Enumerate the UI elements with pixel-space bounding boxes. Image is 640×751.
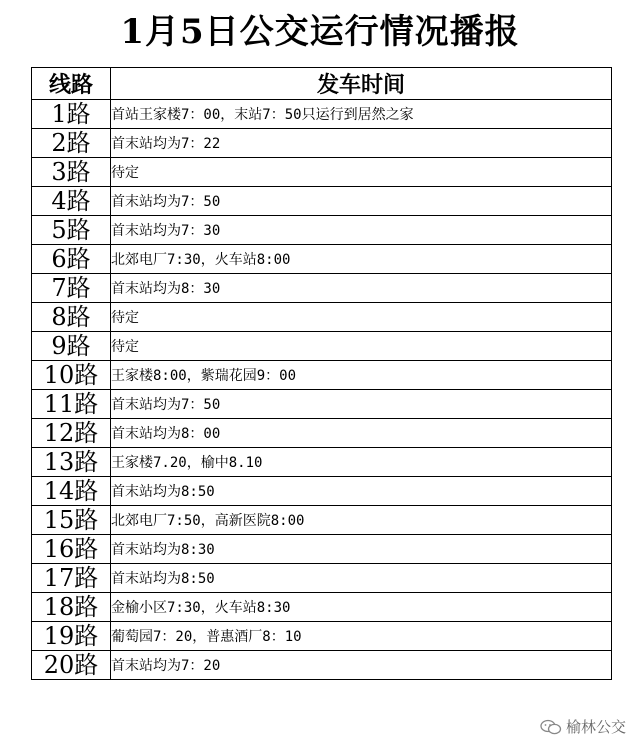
column-header-time: 发车时间 (111, 68, 612, 100)
route-cell: 15路 (32, 506, 111, 535)
table-row (32, 129, 612, 158)
column-header-route: 线路 (32, 68, 111, 100)
page-title: 1月5日公交运行情况播报 (120, 12, 520, 52)
time-cell: 葡萄园7：20，普惠酒厂8：10 (111, 622, 612, 651)
table-row (32, 506, 612, 535)
table-row (32, 419, 612, 448)
route-cell: 7路 (32, 274, 111, 303)
route-cell: 18路 (32, 593, 111, 622)
table-row (32, 158, 612, 187)
time-cell: 首末站均为7：22 (111, 129, 612, 158)
route-cell: 19路 (32, 622, 111, 651)
time-cell: 北郊电厂7:30，火车站8:00 (111, 245, 612, 274)
table-row (32, 100, 612, 129)
route-cell: 12路 (32, 419, 111, 448)
table-row (32, 245, 612, 274)
time-cell: 待定 (111, 158, 612, 187)
route-cell: 20路 (32, 651, 111, 680)
table-row (32, 303, 612, 332)
time-cell: 金榆小区7:30，火车站8:30 (111, 593, 612, 622)
time-cell: 首末站均为8：30 (111, 274, 612, 303)
watermark (540, 716, 626, 737)
time-cell: 王家楼7.20，榆中8.10 (111, 448, 612, 477)
table-row (32, 448, 612, 477)
route-cell: 3路 (32, 158, 111, 187)
table-row (32, 651, 612, 680)
table-row (32, 477, 612, 506)
route-cell: 16路 (32, 535, 111, 564)
route-cell: 8路 (32, 303, 111, 332)
time-cell: 待定 (111, 303, 612, 332)
table-row (32, 390, 612, 419)
route-cell: 2路 (32, 129, 111, 158)
bus-schedule-table (31, 67, 612, 680)
time-cell: 首末站均为7：20 (111, 651, 612, 680)
time-cell: 首站王家楼7：00，末站7：50只运行到居然之家 (111, 100, 612, 129)
time-cell: 首末站均为7：50 (111, 187, 612, 216)
route-cell: 14路 (32, 477, 111, 506)
route-cell: 13路 (32, 448, 111, 477)
route-cell: 9路 (32, 332, 111, 361)
time-cell: 首末站均为8：00 (111, 419, 612, 448)
route-cell: 5路 (32, 216, 111, 245)
time-cell: 首末站均为8:50 (111, 564, 612, 593)
table-row (32, 535, 612, 564)
route-cell: 10路 (32, 361, 111, 390)
route-cell: 1路 (32, 100, 111, 129)
time-cell: 北郊电厂7:50，高新医院8:00 (111, 506, 612, 535)
time-cell: 首末站均为8:50 (111, 477, 612, 506)
table-row (32, 332, 612, 361)
table-row (32, 187, 612, 216)
table-row (32, 593, 612, 622)
time-cell: 首末站均为8:30 (111, 535, 612, 564)
time-cell: 首末站均为7：50 (111, 390, 612, 419)
time-cell: 待定 (111, 332, 612, 361)
time-cell: 王家楼8:00，紫瑞花园9：00 (111, 361, 612, 390)
table-row (32, 564, 612, 593)
table-row (32, 361, 612, 390)
time-cell: 首末站均为7：30 (111, 216, 612, 245)
route-cell: 17路 (32, 564, 111, 593)
table-header-row (32, 68, 612, 100)
table-row (32, 622, 612, 651)
route-cell: 6路 (32, 245, 111, 274)
route-cell: 11路 (32, 390, 111, 419)
wechat-icon (540, 719, 562, 735)
table-row (32, 274, 612, 303)
table-row (32, 216, 612, 245)
watermark-text: 榆林公交 (565, 718, 626, 736)
route-cell: 4路 (32, 187, 111, 216)
